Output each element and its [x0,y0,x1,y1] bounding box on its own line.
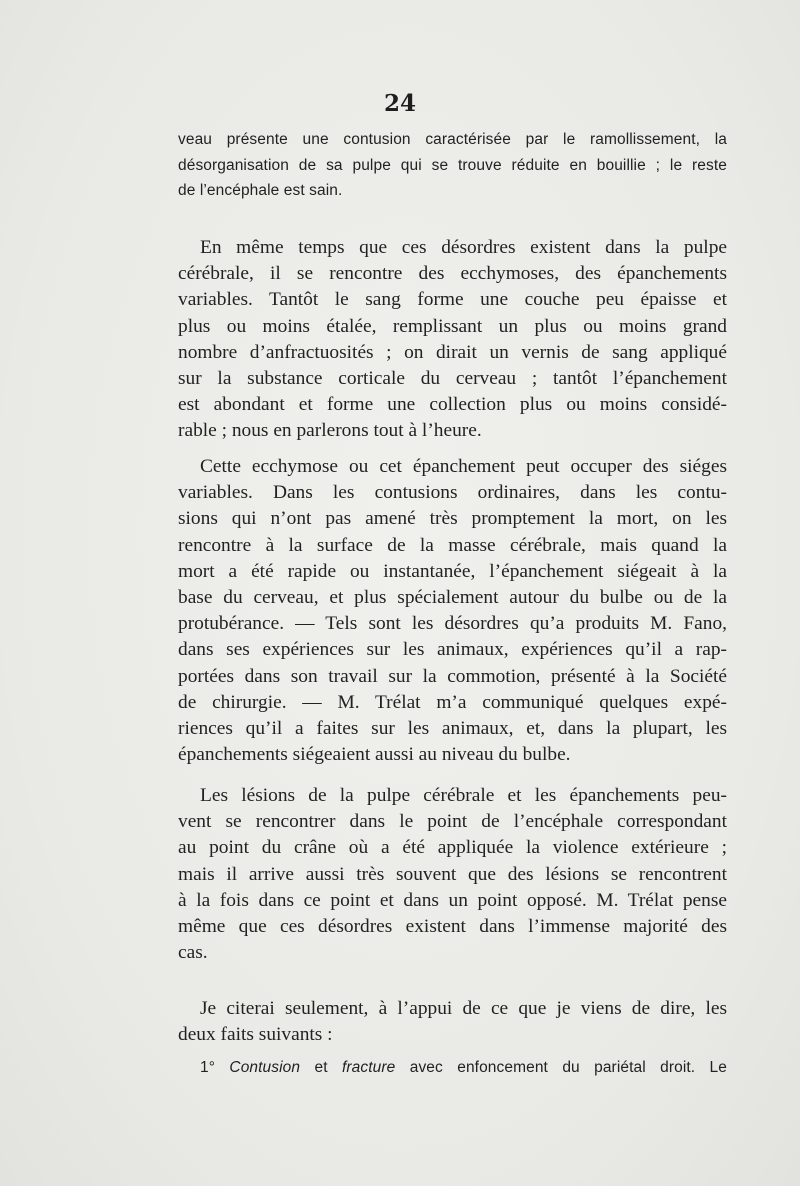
text-line: même que ces désordres existent dans l’immense majorité des [178,916,727,938]
text-line: variables. Dans les contusions ordinaires, dans les contu- [178,482,727,504]
text-line: de l’encéphale est sain. [178,182,343,199]
paragraph-2 [178,454,727,768]
text-line: variables. Tantôt le sang forme une couche peu épaisse et [178,289,727,311]
text-line: mais il arrive aussi très souvent que des lésions se rencontrent [178,863,727,885]
intro-paragraph [178,127,727,204]
text-line: dans ses expériences sur les animaux, expériences qu’il a rap- [178,639,727,661]
text-line: de chirurgie. — M. Trélat m’a communiqué quelques expé- [178,691,727,713]
text-line: cas. [178,942,208,964]
case-number: 1° [200,1059,216,1076]
text-line: riences qu’il a faites sur les animaux, et, dans la plupart, les [178,718,727,740]
text-line: sur la substance corticale du cerveau ; tantôt l’épanchement [178,368,727,390]
case-1-line [178,1055,727,1081]
text-line: plus ou moins étalée, remplissant un plus ou moins grand [178,315,727,337]
text-line: épanchements siégeaient aussi au niveau du bulbe. [178,744,571,766]
text-line: veau présente une contusion caractérisée par le ramollissement, la [178,131,727,148]
text-line: sions qui n’ont pas amené très promptement la mort, on les [178,508,727,530]
text-line: à la fois dans ce point et dans un point opposé. M. Trélat pense [178,889,727,911]
text-line: rencontre à la surface de la masse cérébrale, mais quand la [178,534,727,556]
text-line: deux faits suivants : [178,1024,333,1046]
paragraph-1 [178,235,727,445]
text-line: mort a été rapide ou instantanée, l’épanchement siégeait à la [178,560,727,582]
paragraph-3 [178,783,727,966]
text-line: vent se rencontrer dans le point de l’encéphale correspondant [178,811,727,833]
text-line: nombre d’anfractuosités ; on dirait un vernis de sang appliqué [178,341,727,363]
case-rest: avec enfoncement du pariétal droit. Le [409,1059,727,1076]
page-number: 24 [383,90,416,117]
text-line: rable ; nous en parlerons tout à l’heure. [178,420,482,442]
text-line: portées dans son travail sur la commotion, présenté à la Société [178,665,727,687]
text-line: Les lésions de la pulpe cérébrale et les épanchements peu- [200,785,727,806]
case-term-contusion: Contusion [229,1059,301,1076]
paragraph-4 [178,996,727,1048]
text-line [178,1055,727,1081]
text-line: cérébrale, il se rencontre des ecchymoses, des épanchements [178,263,727,285]
text-line: au point du crâne où a été appliquée la violence extérieure ; [178,837,727,859]
text-line: désorganisation de sa pulpe qui se trouve réduite en bouillie ; le reste [178,156,727,174]
text-line: Cette ecchymose ou cet épanchement peut occuper des siéges [200,456,727,477]
text-line: protubérance. — Tels sont les désordres qu’a produits M. Fano, [178,613,727,635]
text-line: base du cerveau, et plus spécialement autour du bulbe ou de la [178,587,727,609]
text-line: En même temps que ces désordres existent dans la pulpe [200,237,727,258]
text-line: Je citerai seulement, à l’appui de ce que je viens de dire, les [200,998,727,1019]
text-line: est abondant et forme une collection plus ou moins considé- [178,394,727,416]
case-term-fracture: fracture [342,1059,396,1076]
case-connector: et [314,1059,328,1076]
